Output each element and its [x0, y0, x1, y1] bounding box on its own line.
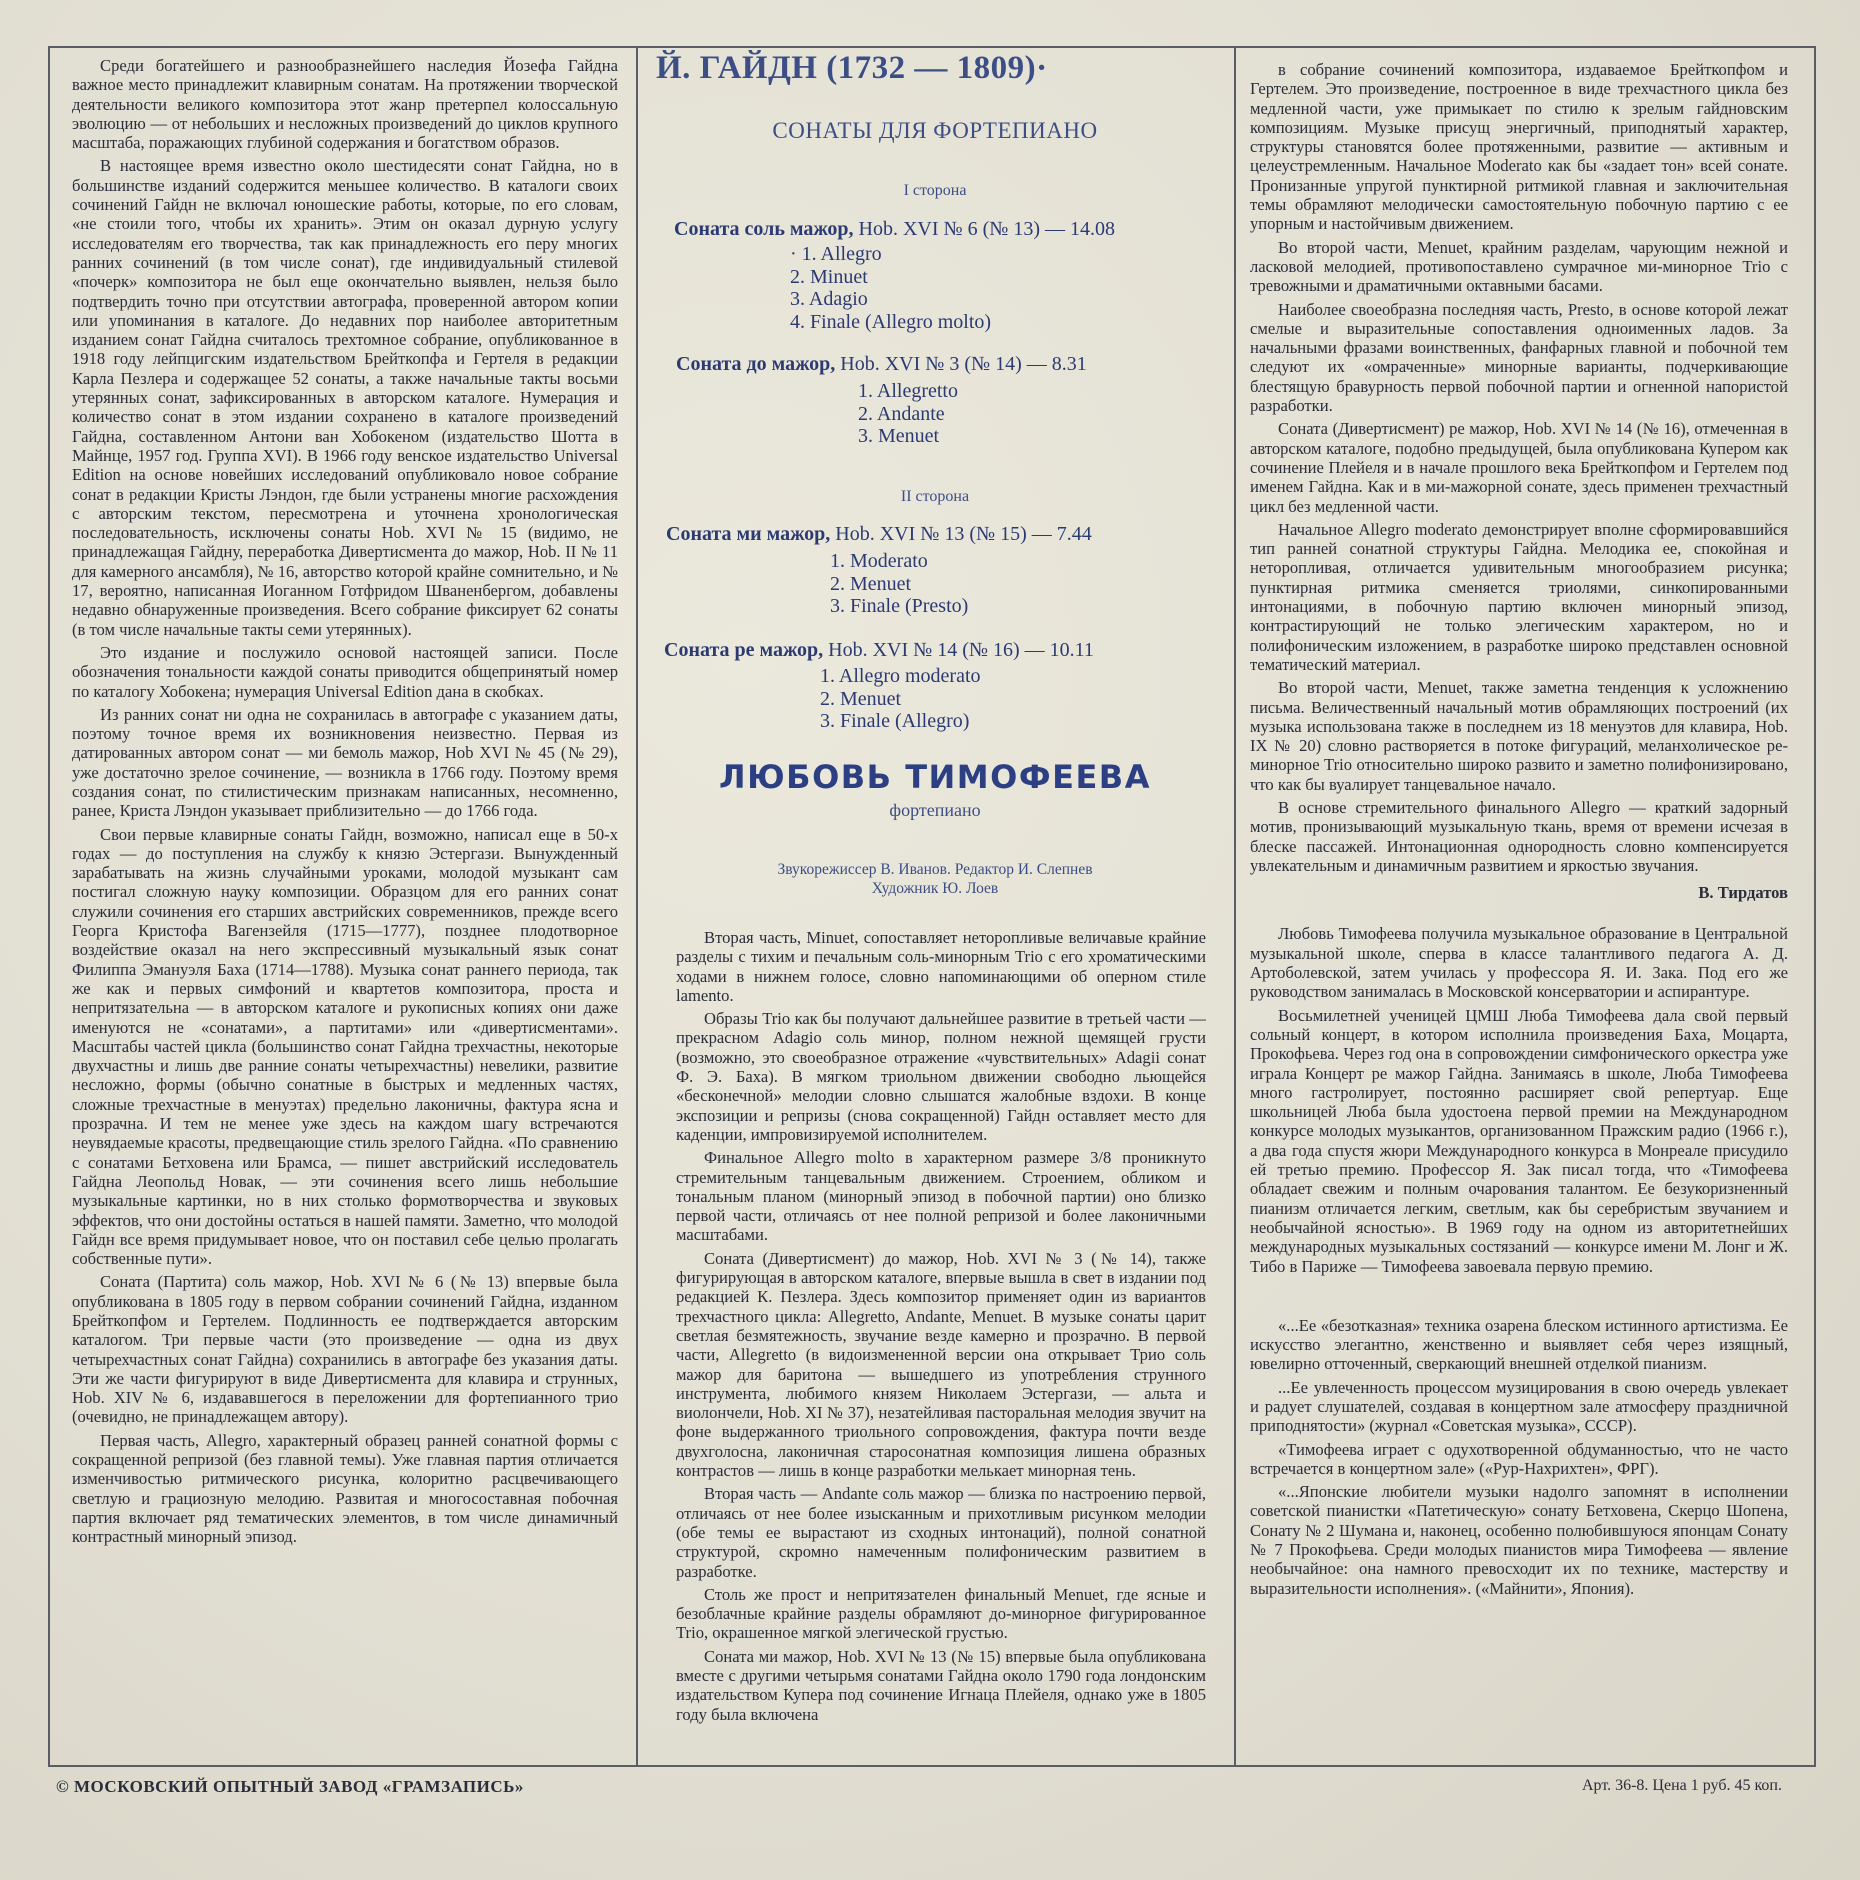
- sonata-name: Соната до мажор,: [676, 353, 836, 375]
- side-1-label: I сторона: [903, 182, 967, 199]
- sonata-catalog: Hob. XVI № 6 (№ 13) — 14.08: [858, 218, 1116, 240]
- composer-title: Й. ГАЙДН (1732 — 1809)·: [656, 50, 1048, 86]
- movement: 2. Minuet: [790, 265, 868, 288]
- sonata-catalog: Hob. XVI № 3 (№ 14) — 8.31: [840, 353, 1087, 375]
- liner-notes-middle: [676, 928, 1206, 1728]
- sonata-3-movements: [830, 550, 968, 618]
- paragraph: Во второй части, Menuet, также заметна тенденция к усложнению письма. Величественный начальный мотив обрамляющих построений (их музыка использована также в последнем из 18 менуэтов для клавира, Hob. IX № 20) словно растворяется в потоке фигураций, меланхолическое ре-минорное Trio относительно широко развито и заметно полифонизировано, что как бы вуалирует танцевальное начало.: [1250, 678, 1788, 794]
- movement: 3. Adagio: [790, 288, 868, 310]
- paragraph: Соната ми мажор, Hob. XVI № 13 (№ 15) впервые была опубликована вместе с другими четырьмя сонатами Гайдна около 1790 года лондонским издательством Купера под сочинение Игнаца Плейеля, однако уже в 1805 году была включена: [676, 1646, 1206, 1724]
- paragraph: Вторая часть, Minuet, сопоставляет неторопливые величавые крайние разделы с тихим и печальным соль-минорным Trio с его хроматическими ходами в нижнем голосе, словно напоминающими об оперном стиле lamento.: [676, 928, 1206, 1005]
- movement: 2. Menuet: [820, 687, 902, 710]
- liner-notes-right: [1250, 60, 1788, 1602]
- paragraph: Вторая часть — Andante соль мажор — близка по настроению первой, отличаясь от нее более изысканным и прихотливым рисунком мелодии (обе темы ее вырастают из сходных интонаций), полной сонатной структурой, скромно намеченным полифоническим развитием в разработке.: [676, 1484, 1206, 1581]
- paragraph: в собрание сочинений композитора, издаваемое Брейткопфом и Гертелем. Это произведение, построенное в виде трехчастного цикла без медленной части, уже примыкает по стилю к зрелым гайдновским композициям. Музыке присущ энергичный, приподнятый характер, структуры становятся более протяженными, развитие — активным и целеустремленным. Начальное Moderato как бы «задает тон» всей сонате. Пронизанные упругой пунктирной ритмикой главная и заключительная темы обрамляют мелодически самостоятельную побочную партию с ее упорным и настойчивым движением.: [1250, 60, 1788, 234]
- movement: 1. Allegretto: [858, 380, 958, 402]
- paragraph: Образы Trio как бы получают дальнейшее развитие в третьей части — прекрасном Adagio соль минор, полном нежной щемящей грусти (возможно, это своеобразное отражение «чувствительных» Adagii сонат Ф. Э. Баха). В мягком триольном движении свободно льющейся «бесконечной» мелодии словно слышатся жалобные вздохи. В конце экспозиции и репризы (снова сокращенной) Гайдн оставляет место для каденции, импровизируемой исполнителем.: [676, 1009, 1206, 1144]
- credits-line: Звукорежиссер В. Иванов. Редактор И. Слепнев: [777, 861, 1093, 878]
- sonata-2-heading: [676, 353, 1236, 376]
- movement: 2. Andante: [858, 402, 945, 425]
- movement: 4. Finale (Allegro molto): [790, 310, 992, 333]
- sonata-name: Соната ре мажор,: [664, 639, 824, 661]
- press-quote: «Тимофеева играет с одухотворенной обдуманностью, что не часто встречается в концертном зале» («Рур-Нахрихтен», ФРГ).: [1250, 1439, 1788, 1478]
- press-quote: ...Ее увлеченность процессом музицирования в свою очередь увлекает и радует слушателей, создавая в концертном зале атмосферу праздничной приподнятости» (журнал «Советская музыка», СССР).: [1250, 1377, 1788, 1436]
- press-quote: «...Японские любители музыки надолго запомнят в исполнении советской пианистки «Патетическую» сонату Бетховена, Скерцо Шопена, Сонату № 2 Шумана и, наконец, особенно полюбившуюся японцам Сонату № 7 Прокофьева. Среди молодых пианистов мира Тимофеева — явление необычайное: она намного превосходит их по технике, мастерству и выразительности исполнения». («Майнити», Япония).: [1250, 1482, 1788, 1598]
- bio-paragraph: Любовь Тимофеева получила музыкальное образование в Центральной музыкальной школе, сперва в классе талантливого педагога А. Д. Артоболевской, затем училась у профессора Я. И. Зака. Под его же руководством занималась в Московской консерватории и аспирантуре.: [1250, 924, 1788, 1002]
- paragraph: Из ранних сонат ни одна не сохранилась в автографе с указанием даты, поэтому точное время их возникновения неизвестно. Первая из датированных автором сонат — ми бемоль мажор, Hob XVI № 45 (№ 29), уже достаточно зрелое сочинение, — возникла в 1766 году. Поэтому время создания сонат, по стилистическим признакам написанных, несомненно, ранее, Криста Лэндон указывает приблизительно — до 1766 года.: [72, 704, 618, 821]
- movement: 3. Finale (Allegro): [820, 710, 970, 732]
- publisher-imprint: © МОСКОВСКИЙ ОПЫТНЫЙ ЗАВОД «ГРАМЗАПИСЬ»: [56, 1777, 524, 1796]
- paragraph: Начальное Allegro moderato демонстрирует вполне сформировавшийся тип ранней сонатной структуры Гайдна. Мелодика ее, спокойная и неторопливая, отличается удивительным многообразием рисунка; пунктирная ритмика сменяется триолями, синкопированными интонациями, в побочную партию включен минорный эпизод, контрастирующий не только элегическим характером, но и полифоническим изложением, в разработке широко представлен основной тематический материал.: [1250, 519, 1788, 674]
- performer-name: ЛЮБОВЬ ТИМОФЕЕВА: [719, 758, 1151, 796]
- paragraph: В основе стремительного финального Allegro — краткий задорный мотив, пронизывающий музыкальную ткань, время от времени исчезая в блеске пассажей. Интонационная однородность словно компенсируется увлекательным и динамичным развитием и яркостью звучания.: [1250, 797, 1788, 875]
- credits-line: Художник Ю. Лоев: [871, 880, 999, 897]
- paragraph: Соната (Партита) соль мажор, Hob. XVI № 6 (№ 13) впервые была опубликована в 1805 году в первом собрании сочинений Гайдна, изданном Брейткопфом и Гертелем. Подлинность ее подтверждается авторским каталогом. Три первые части (это произведение — одна из двух четырехчастных сонат Гайдна) сохранились в автографе без указания даты. Эти же части фигурируют в виде Дивертисмента для клавира и струнных, Hob. XIV № 6, издававшегося в переложении для фортепианного трио (очевидно, не принадлежащем автору).: [72, 1272, 618, 1427]
- movement: 3. Menuet: [858, 425, 940, 447]
- paragraph: Свои первые клавирные сонаты Гайдн, возможно, написал еще в 50-х годах — до поступления на службу к князю Эстергази. Вынужденный зарабатывать на жизнь случайными уроками, молодой музыкант сам постигал сложную науку композиции. Образцом для его ранних сонат служили сочинения его старших австрийских современников, прежде всего Георга Кристофа Вагензейля (1715—1777), позднее плодотворное воздействие оказал на него экспрессивный музыкальный язык сонат Филиппа Эмануэля Баха (1714—1788). Музыка сонат раннего периода, так же как и первых симфоний и квартетов композитора, проста и непритязательна — в авторском каталоге и рукописных копиях они даже именуются не «сонатами», а партитами» или «дивертисментами». Масштабы частей цикла (большинство сонат Гайдна трехчастны, некоторые двухчастны и лишь две ранние сонаты четырехчастны) невелики, развитие несложно, формы (обычно сонатные в быстрых и медленных частях, сложные трехчастные в менуэтах) предельно лаконичны, фактура ясна и прозрачна. И тем не менее уже здесь на каждом шагу встречаются неувядаемые красоты, предвещающие стиль зрелого Гайдна. «По сравнению с сонатами Бетховена или Брамса, — пишет австрийский исследователь Гайдна Леопольд Новак, — эти сочинения всего лишь небольшие музыкальные картинки, но в них столько формотворчества и звуковых эффектов, что они достойны остаться в нашей памяти. Заметно, что молодой Гайдн все время придумывает новое, что он поставил себе целью пролагать собственные пути».: [72, 824, 618, 1269]
- sonata-2-movements: [858, 380, 958, 448]
- sonata-catalog: Hob. XVI № 13 (№ 15) — 7.44: [835, 523, 1092, 545]
- sonata-1-movements: [790, 243, 991, 333]
- sonata-name: Соната соль мажор,: [674, 218, 854, 240]
- paragraph: Финальное Allegro molto в характерном размере 3/8 проникнуто стремительным танцевальным движением. Строением, обликом и тональным планом (минорный эпизод в побочной партии) оно близко первой части, отличаясь от нее полной репризой и более лаконичными масштабами.: [676, 1148, 1206, 1245]
- movement: 3. Finale (Presto): [830, 595, 969, 617]
- movement: 1. Allegro moderato: [820, 665, 981, 687]
- paragraph: Во второй части, Menuet, крайним разделам, чарующим нежной и ласковой мелодией, противопоставлено сумрачное ми-минорное Trio с тревожными и драматичными октавными басами.: [1250, 237, 1788, 296]
- paragraph: Первая часть, Allegro, характерный образец ранней сонатной формы с сокращенной репризой (без главной темы). Уже главная партия отличается изменчивостью ритмического рисунка, колоритно расцвечивающего светлую и грациозную мелодию. Развитая и многосоставная побочная партия включает ряд тематических элементов, в том числе динамичный контрастный минорный эпизод.: [72, 1430, 618, 1547]
- press-quote: «...Ее «безотказная» техника озарена блеском истинного артистизма. Ее искусство элегантно, женственно и выявляет себя через изящный, ювелирно отточенный, сверкающий внешней отделкой пианизм.: [1250, 1315, 1788, 1374]
- sonata-3-heading: [666, 523, 1226, 546]
- paragraph: Это издание и послужило основой настоящей записи. После обозначения тональности каждой сонаты приводится общепринятый номер по каталогу Хобокена; нумерация Universal Edition дана в скобках.: [72, 642, 618, 701]
- sonata-1-heading: [674, 218, 1234, 241]
- sonata-4-movements: [820, 665, 981, 733]
- price-label: Арт. 36-8. Цена 1 руб. 45 коп.: [1581, 1777, 1782, 1794]
- paragraph: Соната (Дивертисмент) ре мажор, Hob. XVI № 14 (№ 16), отмеченная в авторском каталоге, подобно предыдущей, была опубликована Купером как сочинение Плейеля и в начале прошлого века Брейткопфом и Гертелем под именем Гайдна. Как и в ми-мажорной сонате, здесь применен трехчастный цикл без медленной части.: [1250, 419, 1788, 516]
- side-2-label: II сторона: [900, 488, 970, 505]
- movement: 1. Moderato: [830, 550, 928, 572]
- production-credits: [650, 860, 1220, 898]
- paragraph: Среди богатейшего и разнообразнейшего наследия Йозефа Гайдна важное место принадлежит клавирным сонатам. На протяжении творческой деятельности великого композитора этот жанр претерпел колоссальную эволюцию — от небольших и несложных произведений до циклов крупного масштаба, поражающих глубиной содержания и богатством образов.: [72, 56, 618, 153]
- sonata-name: Соната ми мажор,: [666, 523, 831, 545]
- movement: 2. Menuet: [830, 572, 912, 595]
- paragraph: В настоящее время известно около шестидесяти сонат Гайдна, но в большинстве изданий содержится меньшее количество. В каталоги своих сочинений Гайдн не включал юношеские работы, которые, по его словам, «не стоили того, чтобы их хранить». Этим он оказал дурную услугу исследователям его творчества, так как принадлежность его перу многих ранних сочинений (в том числе сонат), где индивидуальный стилевой «почерк» композитора не был еще окончательно выявлен, нельзя было подтвердить точно при отсутствии автографа, проверенной автором копии или упоминания в каталоге. До недавних пор наиболее авторитетным изданием сонат Гайдна считалось трехтомное собрание, опубликованное в 1918 году лейпцигским издательством Брейткопфа и Гертеля в редакции Карла Пезлера и содержащее 52 сонаты, а также начальные такты восьми утерянных сонат, зафиксированных в авторском каталоге. Нумерация и количество сонат в этом издании сохранено в каталоге произведений Гайдна, составленном Антони ван Хобокеном (издательство Шотта в Майнце, 1957 год. Группа XVI). В 1966 году венское издательство Universal Edition на основе новейших исследований опубликовало новое собрание сонат в редакции Кристы Лэндон, где были устранены многие расхождения с авторским текстом, пересмотрена и уточнена хронологическая последовательность, исключены сонаты Hob. XVI № 15 (видимо, не принадлежащая Гайдну, переработка Дивертисмента до мажор, Hob. II № 11 для камерного ансамбля), № 16, авторство которой крайне сомнительно, и № 17, вероятно, написанная Иоганном Готфридом Шваненбергом, добавлены недавно обнаруженные произведения. Всего собрание фиксирует 62 сонаты (в том числе начальные такты семи утерянных).: [72, 156, 618, 639]
- performer-instrument: фортепиано: [889, 800, 981, 820]
- paragraph: Наиболее своеобразна последняя часть, Presto, в основе которой лежат смелые и выразительные сопоставления одноименных ладов. За начальными фразами воинственных, фанфарных главной и побочной тем следуют их «омраченные» минорные варианты, подчеркивающие блестящую бравурность первой побочной партии и огненной напористой разработки.: [1250, 299, 1788, 416]
- sonata-catalog: Hob. XVI № 14 (№ 16) — 10.11: [828, 639, 1094, 661]
- movement: · 1. Allegro: [790, 243, 882, 265]
- bio-paragraph: Восьмилетней ученицей ЦМШ Люба Тимофеева дала свой первый сольный концерт, в котором исполнила произведения Баха, Моцарта, Прокофьева. Через год она в сопровождении симфонического оркестра уже играла Концерт ре мажор Гайдна. Занимаясь в школе, Люба Тимофеева много гастролирует, постоянно расширяет свой репертуар. Еще школьницей Люба была удостоена первой премии на Международном конкурсе молодых музыкантов, организованном Пражским радио (1966 г.), а два года спустя жюри Международного конкурса в Монреале присудило ей третью премию. Профессор Я. Зак писал тогда, что «Тимофеева обладает свежим и полным очарования талантом. Ее безукоризненный пианизм отличается легким, светлым, как бы серебристым звучанием и необычайной ясностью». В 1969 году на одном из авторитетнейших международных музыкальных состязаний — конкурсе имени М. Лонг и Ж. Тибо в Париже — Тимофеева завоевала первую премию.: [1250, 1005, 1788, 1276]
- paragraph: Столь же прост и непритязателен финальный Menuet, где ясные и безоблачные крайние разделы обрамляют до-минорное фигурированное Trio, окрашенное мягкой элегической грустью.: [676, 1584, 1206, 1643]
- paragraph: Соната (Дивертисмент) до мажор, Hob. XVI № 3 (№ 14), также фигурирующая в авторском каталоге, впервые вышла в свет в издании под редакцией К. Пезлера. Здесь композитор применяет один из вариантов трехчастного цикла: Allegretto, Andante, Menuet. В музыке сонаты царит светлая безмятежность, звучание везде камерно и прозрачно. В первой части, Allegretto (в видоизмененной версии она открывает Трио соль мажор для баритона — вышедшего из употребления струнного инструмента, любимого князем Николаем Эстергази, — альта и виолончели, Hob. XI № 37), незатейливая пасторальная мелодия звучит на фоне выдержанного триольного сопровождения, фактура почти везде двухголосна, лаконичная старосонатная композиция лишена образных контрастов — лишь в конце разработки мелькает минорная тень.: [676, 1248, 1206, 1481]
- album-subtitle: СОНАТЫ ДЛЯ ФОРТЕПИАНО: [772, 118, 1098, 143]
- liner-notes-left: [72, 56, 618, 1551]
- article-author: В. Тирдатов: [1698, 883, 1788, 903]
- sonata-4-heading: [664, 639, 1224, 662]
